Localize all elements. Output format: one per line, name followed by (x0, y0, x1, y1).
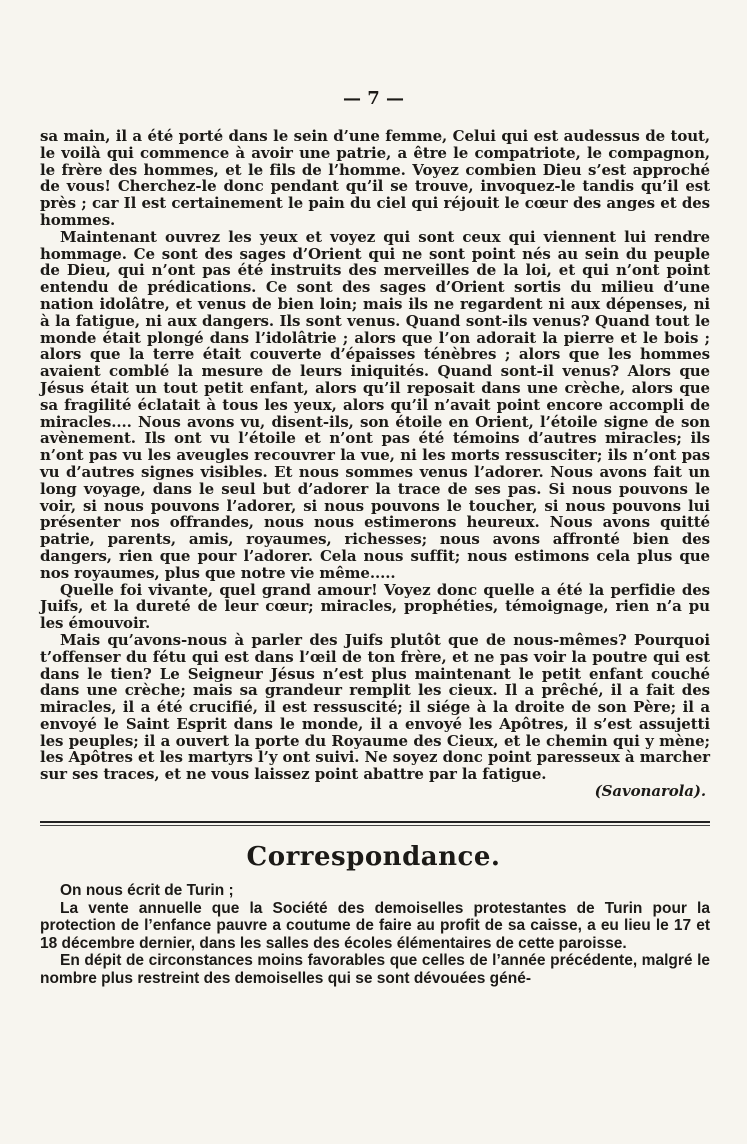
correspondance-paragraph: En dépit de circonstances moins favorables que celles de l’année précédente, malgré le nombre plus restreint des demoiselles qui se sont dévouées géné- (40, 952, 710, 987)
section-divider (40, 821, 710, 823)
correspondance-text (40, 882, 710, 987)
sermon-paragraph: Maintenant ouvrez les yeux et voyez qui sont ceux qui viennent lui rendre hommage. Ce sont des sages d’Orient qui ne sont point nés au sein du peuple de Dieu, qui n’ont pas été instruits des merveilles de la loi, et qui n’ont point entendu de prédications. Ce sont des sages d’Orient sortis du milieu d’une nation idolâtre, et venus de bien loin; mais ils ne regardent ni aux dépenses, ni à la fatigue, ni aux dangers. Ils sont venus. Quand sont-ils venus? Quand tout le monde était plongé dans l’idolâtrie ; alors que l’on adorait la pierre et le bois ; alors que la terre était couverte d’épaisses ténèbres ; alors que les hommes avaient comblé la mesure de leurs iniquités. Quand sont-il venus? Alors que Jésus était un tout petit enfant, alors qu’il reposait dans une crèche, alors que sa fragilité éclatait à tous les yeux, alors qu’il n’avait point encore accompli de miracles.... Nous avons vu, disent-ils, son étoile en Orient, l’étoile signe de son avènement. Ils ont vu l’étoile et n’ont pas été témoins d’autres miracles; ils n’ont pas vu les aveugles recouvrer la vue, ni les morts ressusciter; ils n’ont pas vu d’autres signes visibles. Et nous sommes venus l’adorer. Nous avons fait un long voyage, dans le seul but d’adorer la trace de ses pas. Si nous pouvons le voir, si nous pouvons l’adorer, si nous pouvons le toucher, si nous pouvons lui présenter nos offrandes, nous nous estimerons heureux. Nous avons quitté patrie, parents, amis, royaumes, richesses; nous avons affronté bien des dangers, rien que pour l’adorer. Cela nous suffit; nous estimons cela plus que nos royaumes, plus que notre vie même..... (40, 227, 710, 582)
page-number: — 7 — (342, 88, 405, 109)
correspondance-paragraph: La vente annuelle que la Société des demoiselles protestantes de Turin pour la protection de l’enfance pauvre a coutume de faire au profit de sa caisse, a eu lieu le 17 et 18 décembre dernier, dans les salles des écoles élémentaires de cette paroisse. (40, 899, 710, 952)
correspondance-paragraph: On nous écrit de Turin ; (60, 882, 234, 899)
author-signature: (Savonarola). (594, 782, 706, 801)
section-divider-thin (40, 825, 710, 826)
section-heading: Correspondance. (246, 842, 501, 872)
sermon-paragraph: Mais qu’avons-nous à parler des Juifs plutôt que de nous-mêmes? Pourquoi t’offenser du fétu qui est dans l’œil de ton frère, et ne pas voir la poutre qui est dans le tien? Le Seigneur Jésus n’est plus maintenant le petit enfant couché dans une crèche; mais sa grandeur remplit les cieux. Il a prêché, il a fait des miracles, il a été crucifié, il est ressuscité; il siége à la droite de son Père; il a envoyé le Saint Esprit dans le monde, il a envoyé les Apôtres, il s’est assujetti les peuples; il a ouvert la porte du Royaume des Cieux, et le chemin qui y mène; les Apôtres et les martyrs l’y ont suivi. Ne soyez donc point paresseux à marcher sur ses traces, et ne vous laissez point abattre par la fatigue. (40, 630, 710, 784)
sermon-text (40, 128, 710, 800)
sermon-paragraph: sa main, il a été porté dans le sein d’une femme, Celui qui est audessus de tout, le voilà qui commence à avoir une patrie, a être le compatriote, le compagnon, le frère des hommes, et le fils de l’homme. Voyez combien Dieu s’est approché de vous! Cherchez-le donc pendant qu’il se trouve, invoquez-le tandis qu’il est près ; car Il est certainement le pain du ciel qui réjouit le cœur des anges et des hommes. (40, 127, 710, 229)
sermon-paragraph: Quelle foi vivante, quel grand amour! Voyez donc quelle a été la perfidie des Juifs, et la dureté de leur cœur; miracles, prophéties, témoignage, rien n’a pu les émouvoir. (40, 580, 710, 633)
